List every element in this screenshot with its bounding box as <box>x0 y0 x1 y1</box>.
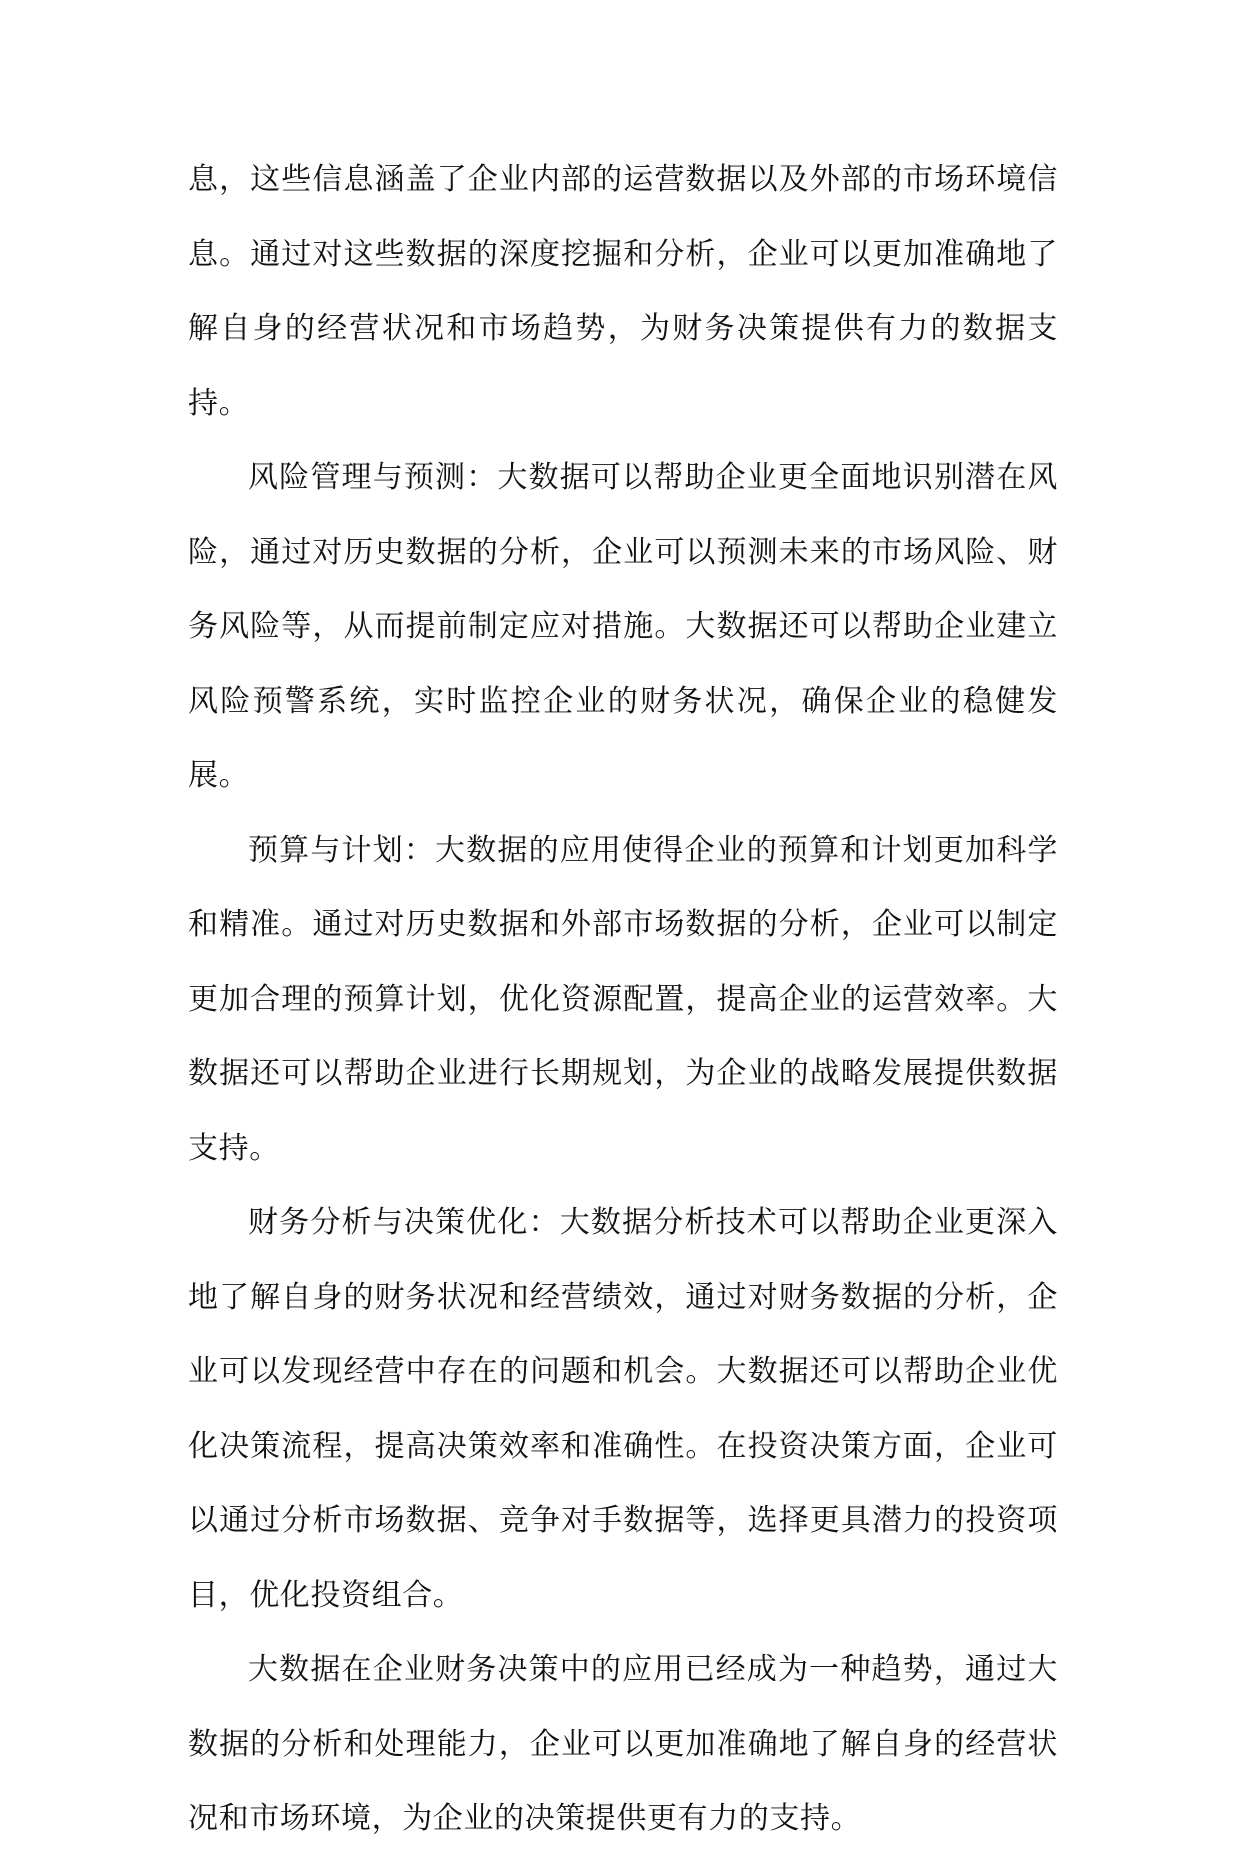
paragraph-conclusion: 大数据在企业财务决策中的应用已经成为一种趋势，通过大数据的分析和处理能力，企业可以更加准确地了解自身的经营状况和市场环境，为企业的决策提供更有力的支持。 <box>188 1652 1058 1836</box>
document-body <box>188 143 1058 1857</box>
paragraph-budget-planning: 预算与计划：大数据的应用使得企业的预算和计划更加科学和精准。通过对历史数据和外部市场数据的分析，企业可以制定更加合理的预算计划，优化资源配置，提高企业的运营效率。大数据还可以帮助企业进行长期规划，为企业的战略发展提供数据支持。 <box>188 832 1058 1166</box>
paragraph-financial-analysis: 财务分析与决策优化：大数据分析技术可以帮助企业更深入地了解自身的财务状况和经营绩效，通过对财务数据的分析，企业可以发现经营中存在的问题和机会。大数据还可以帮助企业优化决策流程，提高决策效率和准确性。在投资决策方面，企业可以通过分析市场数据、竞争对手数据等，选择更具潜力的投资项目，优化投资组合。 <box>188 1205 1058 1613</box>
paragraph-continued: 息，这些信息涵盖了企业内部的运营数据以及外部的市场环境信息。通过对这些数据的深度挖掘和分析，企业可以更加准确地了解自身的经营状况和市场趋势，为财务决策提供有力的数据支持。 <box>188 162 1058 421</box>
paragraph-risk-management: 风险管理与预测：大数据可以帮助企业更全面地识别潜在风险，通过对历史数据的分析，企业可以预测未来的市场风险、财务风险等，从而提前制定应对措施。大数据还可以帮助企业建立风险预警系统，实时监控企业的财务状况，确保企业的稳健发展。 <box>188 460 1058 793</box>
